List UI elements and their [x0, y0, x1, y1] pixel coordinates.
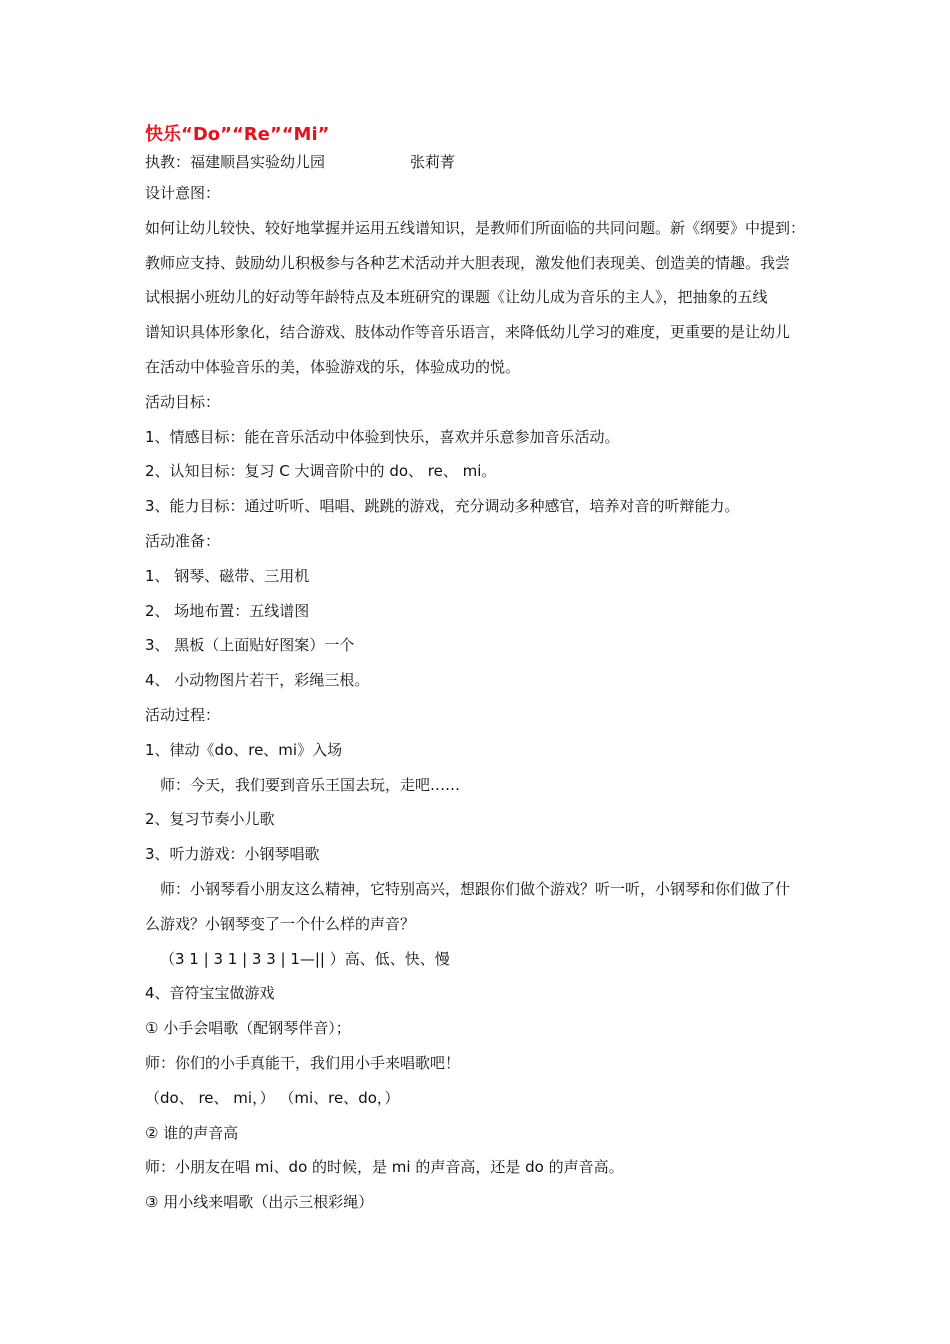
list-item: 1、情感目标：能在音乐活动中体验到快乐，喜欢并乐意参加音乐活动。: [145, 427, 620, 446]
sub-item: ① 小手会唱歌（配钢琴伴音）；: [145, 1019, 351, 1038]
paragraph-line: 谱知识具体形象化，结合游戏、肢体动作等音乐语言，来降低幼儿学习的难度，更重要的是让幼儿: [145, 323, 791, 342]
list-item: 1、律动《do、re、mi》入场: [145, 740, 343, 759]
list-item: 1、 钢琴、磁带、三用机: [145, 566, 310, 585]
dialogue-line: 么游戏？小钢琴变了一个什么样的声音？: [145, 914, 416, 933]
section-heading-goals: 活动目标：: [145, 392, 221, 411]
section-heading-preparation: 活动准备：: [145, 531, 221, 550]
dialogue-line: 师：小朋友在唱 mi、do 的时候，是 mi 的声音高，还是 do 的声音高。: [145, 1158, 624, 1177]
section-heading-process: 活动过程：: [145, 705, 221, 724]
byline: [145, 151, 810, 173]
paragraph-line: 在活动中体验音乐的美，体验游戏的乐，体验成功的悦。: [145, 357, 521, 376]
sub-item: ③ 用小线来唱歌（出示三根彩绳）: [145, 1193, 374, 1212]
dialogue-line: 师：今天，我们要到音乐王国去玩，走吧……: [160, 775, 461, 794]
rhythm-notation: （3 1 | 3 1 | 3 3 | 1—|| ）高、低、快、慢: [160, 949, 450, 968]
teacher-name: 张莉菁: [410, 153, 456, 171]
list-item: 2、复习节奏小儿歌: [145, 810, 275, 829]
solfege-line: （do、 re、 mi，） （mi、re、do，）: [145, 1088, 400, 1107]
list-item: 3、能力目标：通过听听、唱唱、跳跳的游戏，充分调动多种感官，培养对音的听辩能力。: [145, 497, 740, 516]
list-item: 3、 黑板（上面贴好图案）一个: [145, 636, 355, 655]
list-item: 2、认知目标：复习 C 大调音阶中的 do、 re、 mi。: [145, 462, 497, 481]
byline-label: 执教：福建顺昌实验幼儿园: [145, 153, 326, 171]
document-body: [145, 121, 810, 1227]
dialogue-line: 师：你们的小手真能干，我们用小手来唱歌吧！: [145, 1053, 461, 1072]
paragraph-line: 教师应支持、鼓励幼儿积极参与各种艺术活动并大胆表现，激发他们表现美、创造美的情趣。我尝: [145, 253, 791, 272]
document-title: 快乐“Do”“Re”“Mi”: [145, 124, 330, 145]
sub-item: ② 谁的声音高: [145, 1123, 239, 1142]
list-item: 4、 小动物图片若干，彩绳三根。: [145, 671, 370, 690]
dialogue-line: 师：小钢琴看小朋友这么精神，它特别高兴，想跟你们做个游戏？听一听，小钢琴和你们做了什: [160, 879, 791, 898]
list-item: 2、 场地布置：五线谱图: [145, 601, 310, 620]
list-item: 4、音符宝宝做游戏: [145, 984, 275, 1003]
paragraph-line: 试根据小班幼儿的好动等年龄特点及本班研究的课题《让幼儿成为音乐的主人》，把抽象的五线: [145, 288, 768, 307]
list-item: 3、听力游戏：小钢琴唱歌: [145, 845, 320, 864]
paragraph-line: 如何让幼儿较快、较好地掌握并运用五线谱知识，是教师们所面临的共同问题。新《纲要》中提到：: [145, 218, 806, 237]
section-heading-design: 设计意图：: [145, 184, 221, 202]
